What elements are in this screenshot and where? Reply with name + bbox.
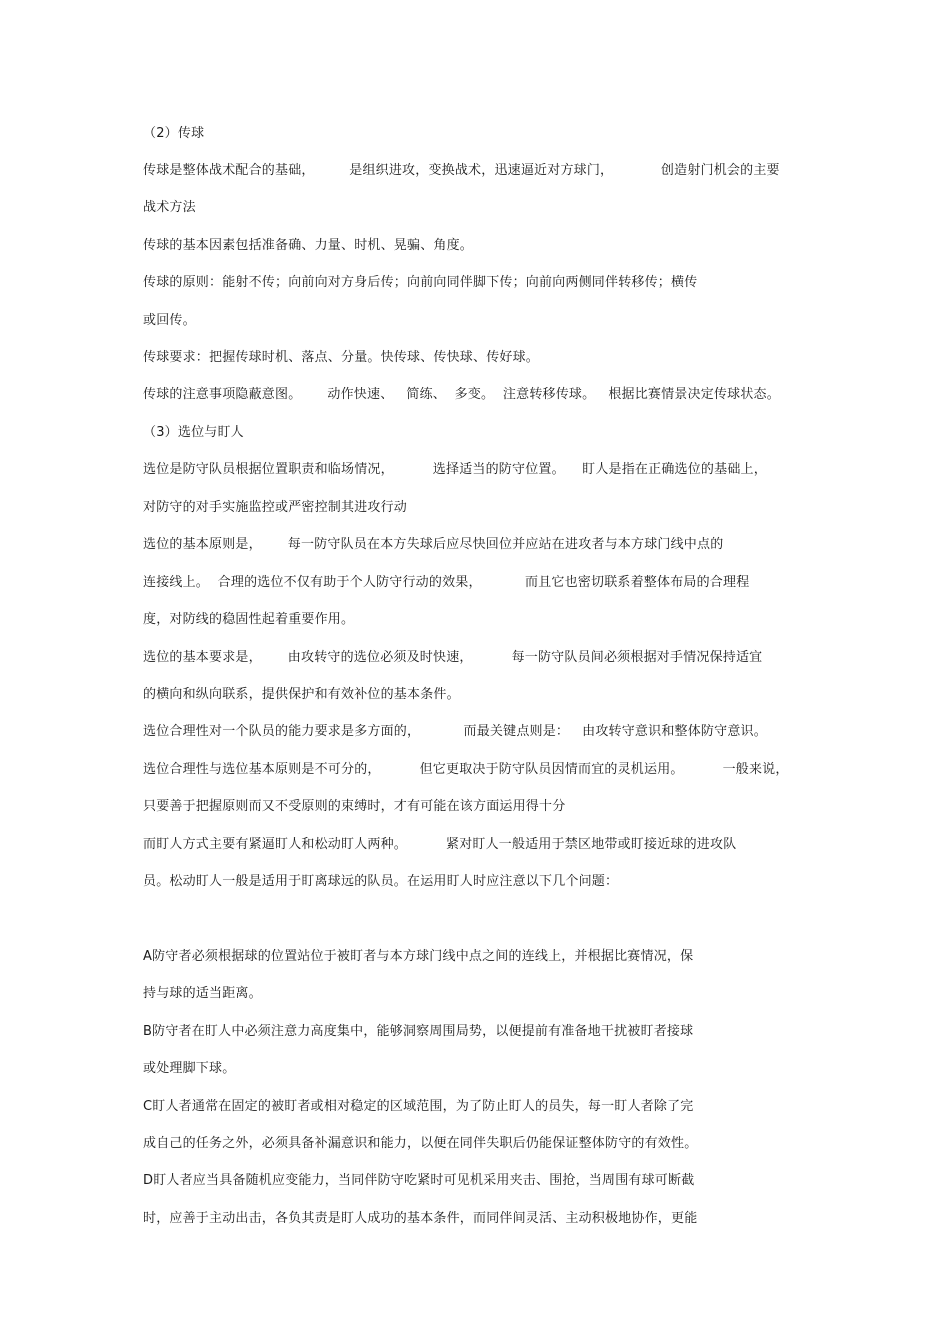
list-item-b-continued: 或处理脚下球。 [143,1061,236,1076]
list-item-a: A防守者必须根据球的位置站位于被盯者与本方球门线中点之间的连线上，并根据比赛情况，保 [143,949,694,964]
paragraph-line: 对防守的对手实施监控或严密控制其进攻行动 [143,500,408,515]
paragraph-line: 传球的原则：能射不传；向前向对方身后传；向前向同伴脚下传；向前向两侧同伴转移传；横传 [143,275,698,290]
paragraph-line: 传球的基本因素包括准备确、力量、时机、晃骗、角度。 [143,238,474,253]
paragraph-line: 或回传。 [143,313,196,328]
paragraph-line: 选位是防守队员根据位置职责和临场情况， 选择适当的防守位置。 盯人是指在正确选位的基础上， [143,462,767,477]
paragraph-line: 而盯人方式主要有紧逼盯人和松动盯人两种。 紧对盯人一般适用于禁区地带或盯接近球的进攻队 [143,837,737,852]
list-item-d-continued: 时，应善于主动出击，各负其责是盯人成功的基本条件，而同伴间灵活、主动积极地协作，更能 [143,1211,698,1226]
paragraph-line: 选位的基本原则是， 每一防守队员在本方失球后应尽快回位并应站在进攻者与本方球门线中点的 [143,537,724,552]
paragraph-line: 选位合理性与选位基本原则是不可分的， 但它更取决于防守队员因情而宜的灵机运用。 一般来说， [143,762,789,777]
list-item-c-continued: 成自己的任务之外，必须具备补漏意识和能力，以便在同伴失职后仍能保证整体防守的有效性。 [143,1136,698,1151]
list-item-c: C盯人者通常在固定的被盯者或相对稳定的区域范围，为了防止盯人的员失，每一盯人者除了完 [143,1099,694,1114]
paragraph-line: 传球的注意事项隐蔽意图。 动作快速、 简练、 多变。 注意转移传球。 根据比赛情景决定传球状态。 [143,387,780,402]
paragraph-line: 选位的基本要求是， 由攻转守的选位必须及时快速， 每一防守队员间必须根据对手情况保持适宜 [143,650,763,665]
paragraph-line: 度，对防线的稳固性起着重要作用。 [143,612,355,627]
paragraph-line: 传球是整体战术配合的基础， 是组织进攻，变换战术，迅速逼近对方球门， 创造射门机会的主要 [143,163,780,178]
paragraph-line: 员。松动盯人一般是适用于盯离球远的队员。在运用盯人时应注意以下几个问题： [143,874,619,889]
list-item-d: D盯人者应当具备随机应变能力，当同伴防守吃紧时可见机采用夹击、围抢，当周围有球可断截 [143,1173,695,1188]
paragraph-line: 传球要求：把握传球时机、落点、分量。快传球、传快球、传好球。 [143,350,540,365]
list-item-a-continued: 持与球的适当距离。 [143,986,262,1001]
paragraph-line: 的横向和纵向联系，提供保护和有效补位的基本条件。 [143,687,460,702]
paragraph-line: 只要善于把握原则而又不受原则的束缚时，才有可能在该方面运用得十分 [143,799,566,814]
section-heading-passing: （2）传球 [143,126,205,141]
paragraph-line: 选位合理性对一个队员的能力要求是多方面的， 而最关键点则是： 由攻转守意识和整体防守意识。 [143,724,767,739]
paragraph-line: 战术方法 [143,200,196,215]
list-item-b: B防守者在盯人中必须注意力高度集中，能够洞察周围局势，以便提前有准备地干扰被盯者接球 [143,1024,694,1039]
paragraph-line: 连接线上。 合理的选位不仅有助于个人防守行动的效果， 而且它也密切联系着整体布局的合理程 [143,575,750,590]
section-heading-positioning: （3）选位与盯人 [143,425,244,440]
